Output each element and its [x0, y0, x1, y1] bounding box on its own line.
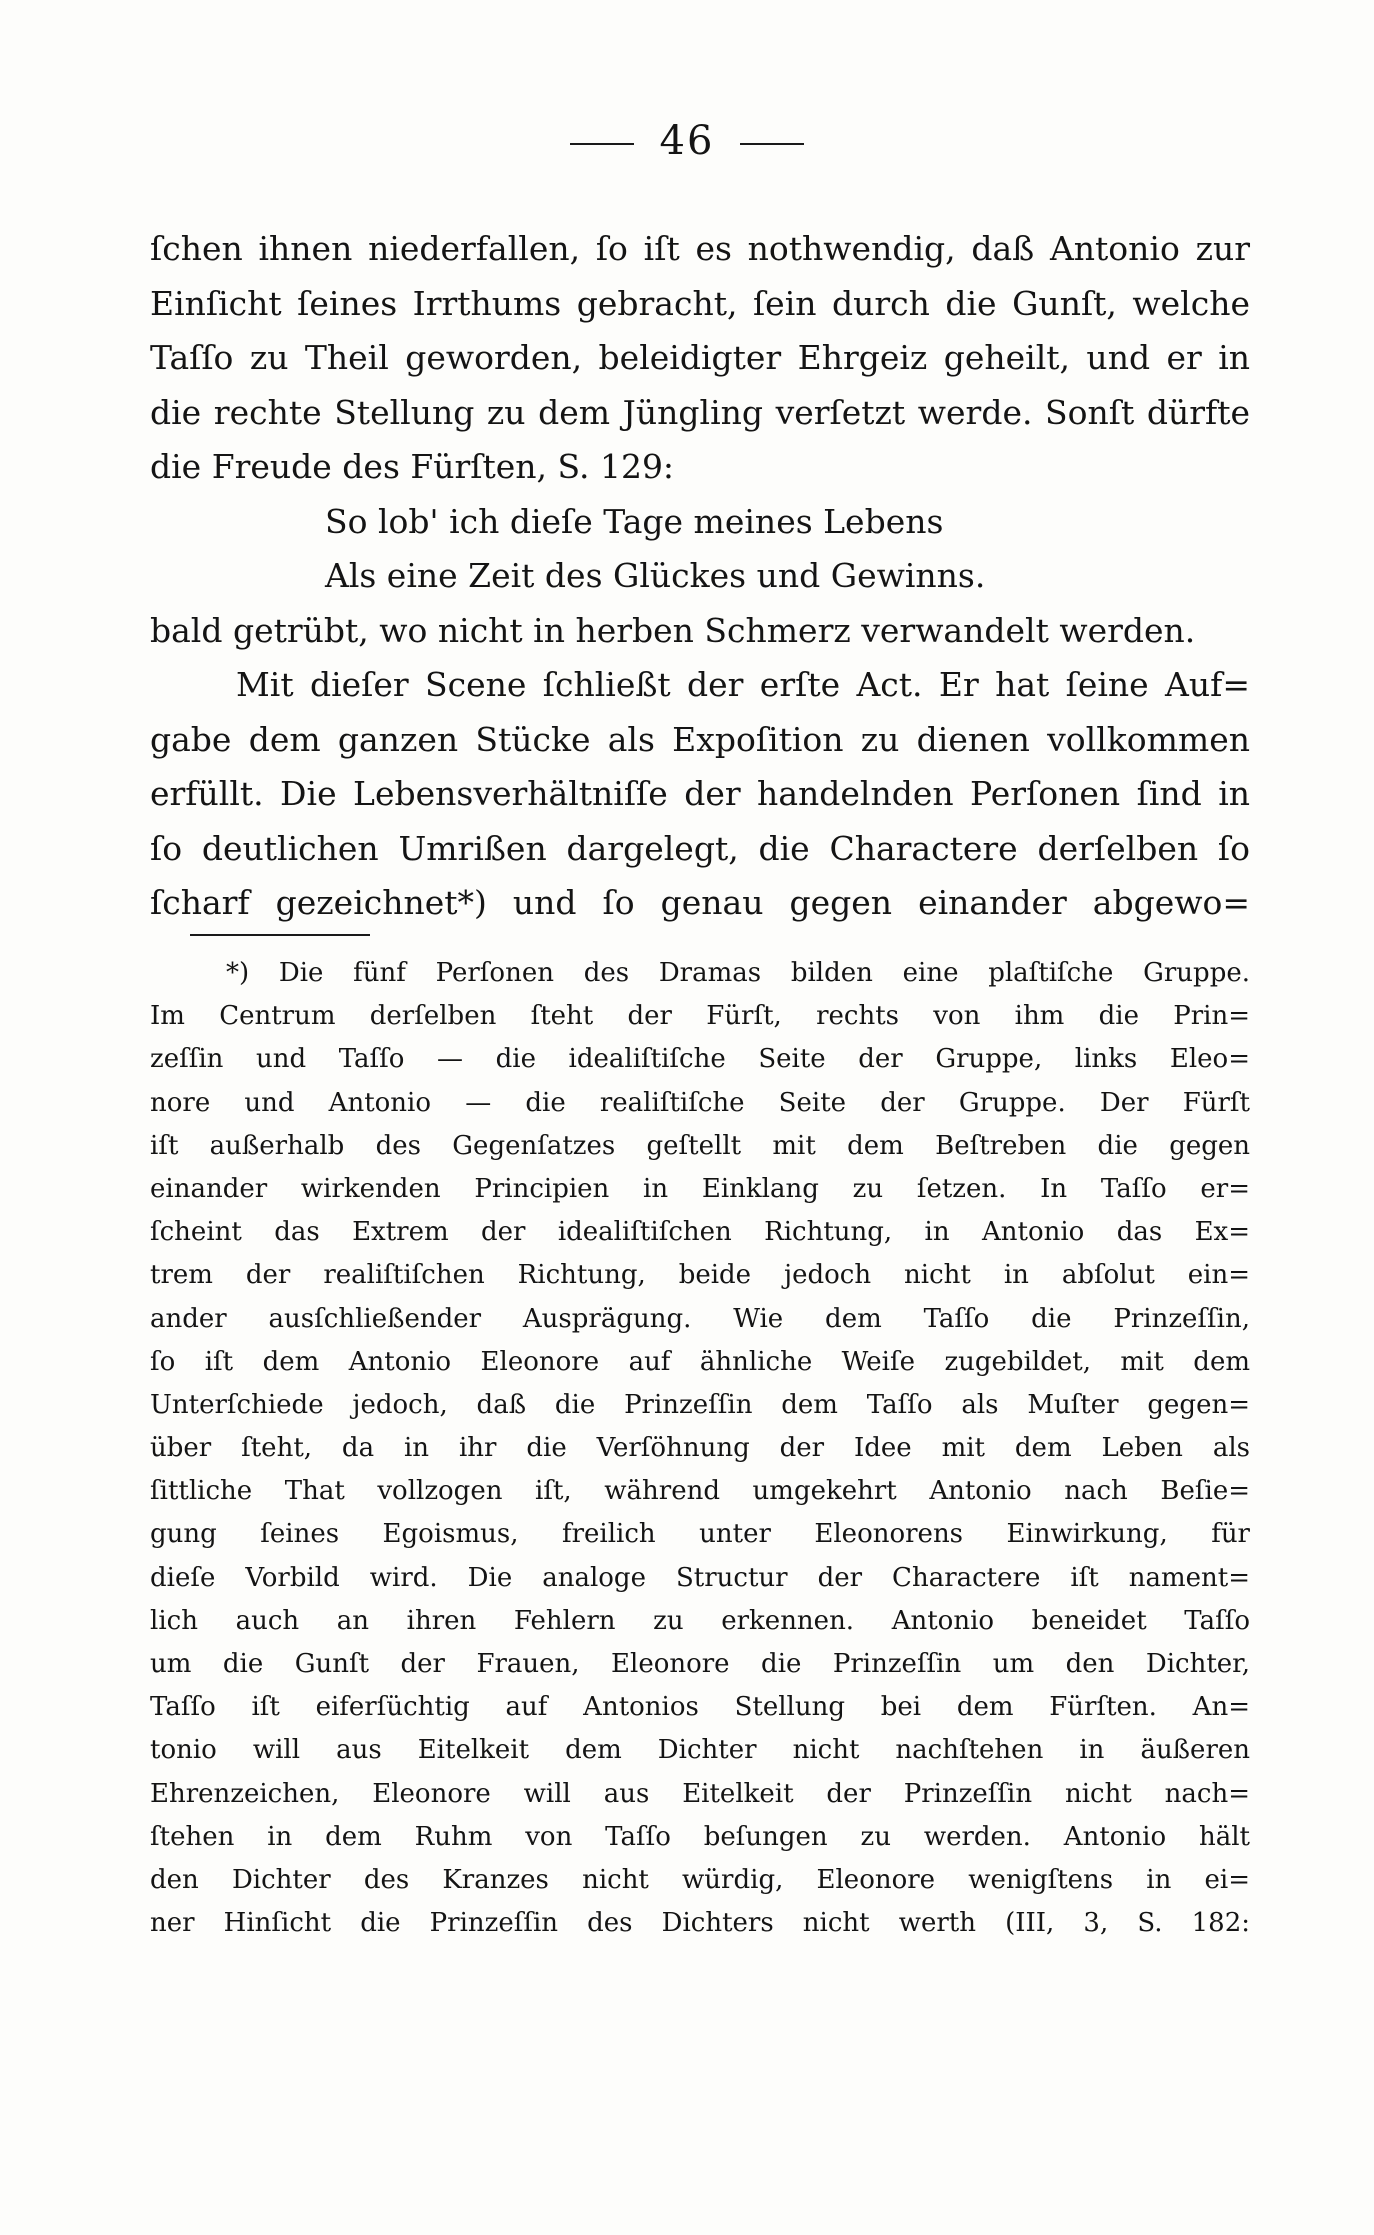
text-line: Taſſo zu Theil geworden, beleidigter Ehrgeiz geheilt, und er in [150, 338, 1250, 377]
footnote-line: iſt außerhalb des Gegenſatzes geſtellt mit dem Beſtreben die gegen [150, 1130, 1250, 1161]
footnote-line: über ſteht, da in ihr die Verſöhnung der Idee mit dem Leben als [150, 1433, 1250, 1464]
main-text [150, 222, 1250, 931]
text-line: ſchen ihnen niederfallen, ſo iſt es nothwendig, daß Antonio zur [150, 229, 1250, 268]
footnote-line: Ehrenzeichen, Eleonore will aus Eitelkeit der Prinzeſſin nicht nach= [150, 1778, 1250, 1809]
footnote [150, 952, 1250, 1945]
text-line: ſo deutlichen Umrißen dargelegt, die Charactere derſelben ſo [150, 828, 1250, 868]
right-dash [740, 143, 804, 145]
footnote-line: ander ausſchließender Ausprägung. Wie dem Taſſo die Prinzeſſin, [150, 1303, 1250, 1334]
text-line: Einſicht ſeines Irrthums gebracht, ſein durch die Gunſt, welche [150, 283, 1250, 323]
footnote-line: ſo iſt dem Antonio Eleonore auf ähnliche Weiſe zugebildet, mit dem [150, 1346, 1250, 1377]
footnote-line: dieſe Vorbild wird. Die analoge Structur der Charactere iſt nament= [150, 1562, 1250, 1593]
footnote-line: tonio will aus Eitelkeit dem Dichter nicht nachſtehen in äußeren [150, 1735, 1250, 1766]
footnote-rule [190, 934, 370, 936]
footnote-line: lich auch an ihren Fehlern zu erkennen. Antonio beneidet Taſſo [150, 1605, 1250, 1636]
text-line: ſcharf gezeichnet*) und ſo genau gegen einander abgewo= [150, 883, 1250, 922]
footnote-line: ſcheint das Extrem der idealiſtiſchen Richtung, in Antonio das Ex= [150, 1217, 1250, 1248]
footnote-line: Taſſo iſt eiferſüchtig auf Antonios Stellung bei dem Fürſten. An= [150, 1692, 1250, 1723]
footnote-line: um die Gunſt der Frauen, Eleonore die Prinzeſſin um den Dichter, [150, 1649, 1250, 1679]
text-line: die Freude des Fürſten, S. 129: [150, 447, 675, 486]
text-line: die rechte Stellung zu dem Jüngling verſetzt werde. Sonſt dürfte [150, 392, 1250, 432]
text-line: erfüllt. Die Lebensverhältniſſe der handelnden Perſonen ſind in [150, 774, 1250, 813]
footnote-line: ner Hinſicht die Prinzeſſin des Dichters nicht werth (III, 3, S. 182: [150, 1908, 1250, 1939]
page-number: 46 [659, 118, 715, 164]
footnote-line: den Dichter des Kranzes nicht würdig, Eleonore wenigſtens in ei= [150, 1864, 1250, 1895]
footnote-line: zeſſin und Taſſo — die idealiſtiſche Seite der Gruppe, links Eleo= [150, 1044, 1250, 1075]
footnote-line: gung ſeines Egoismus, freilich unter Eleonorens Einwirkung, für [150, 1519, 1250, 1550]
footnote-line: einander wirkenden Principien in Einklang zu ſetzen. In Taſſo er= [150, 1173, 1250, 1204]
footnote-line: ſittliche That vollzogen iſt, während umgekehrt Antonio nach Beſie= [150, 1476, 1250, 1507]
footnote-line: *) Die fünf Perſonen des Dramas bilden eine plaſtiſche Gruppe. [226, 958, 1250, 988]
left-dash [570, 143, 634, 145]
verse-line: Als eine Zeit des Glückes und Gewinns. [325, 556, 986, 595]
footnote-line: nore und Antonio — die realiſtiſche Seite der Gruppe. Der Fürſt [150, 1087, 1250, 1118]
footnote-line: ſtehen in dem Ruhm von Taſſo beſungen zu werden. Antonio hält [150, 1821, 1250, 1852]
footnote-line: trem der realiſtiſchen Richtung, beide jedoch nicht in abſolut ein= [150, 1260, 1250, 1291]
text-line: Mit dieſer Scene ſchließt der erſte Act. Er hat ſeine Auf= [236, 665, 1250, 704]
footnote-line: Unterſchiede jedoch, daß die Prinzeſſin dem Taſſo als Muſter gegen= [150, 1389, 1250, 1420]
text-line: bald getrübt, wo nicht in herben Schmerz verwandelt werden. [150, 610, 1196, 650]
verse-line: So lob' ich dieſe Tage meines Lebens [325, 501, 944, 541]
page-header [0, 118, 1374, 164]
footnote-line: Im Centrum derſelben ſteht der Fürſt, rechts von ihm die Prin= [150, 1001, 1250, 1032]
text-line: gabe dem ganzen Stücke als Expoſition zu dienen vollkommen [150, 719, 1250, 759]
